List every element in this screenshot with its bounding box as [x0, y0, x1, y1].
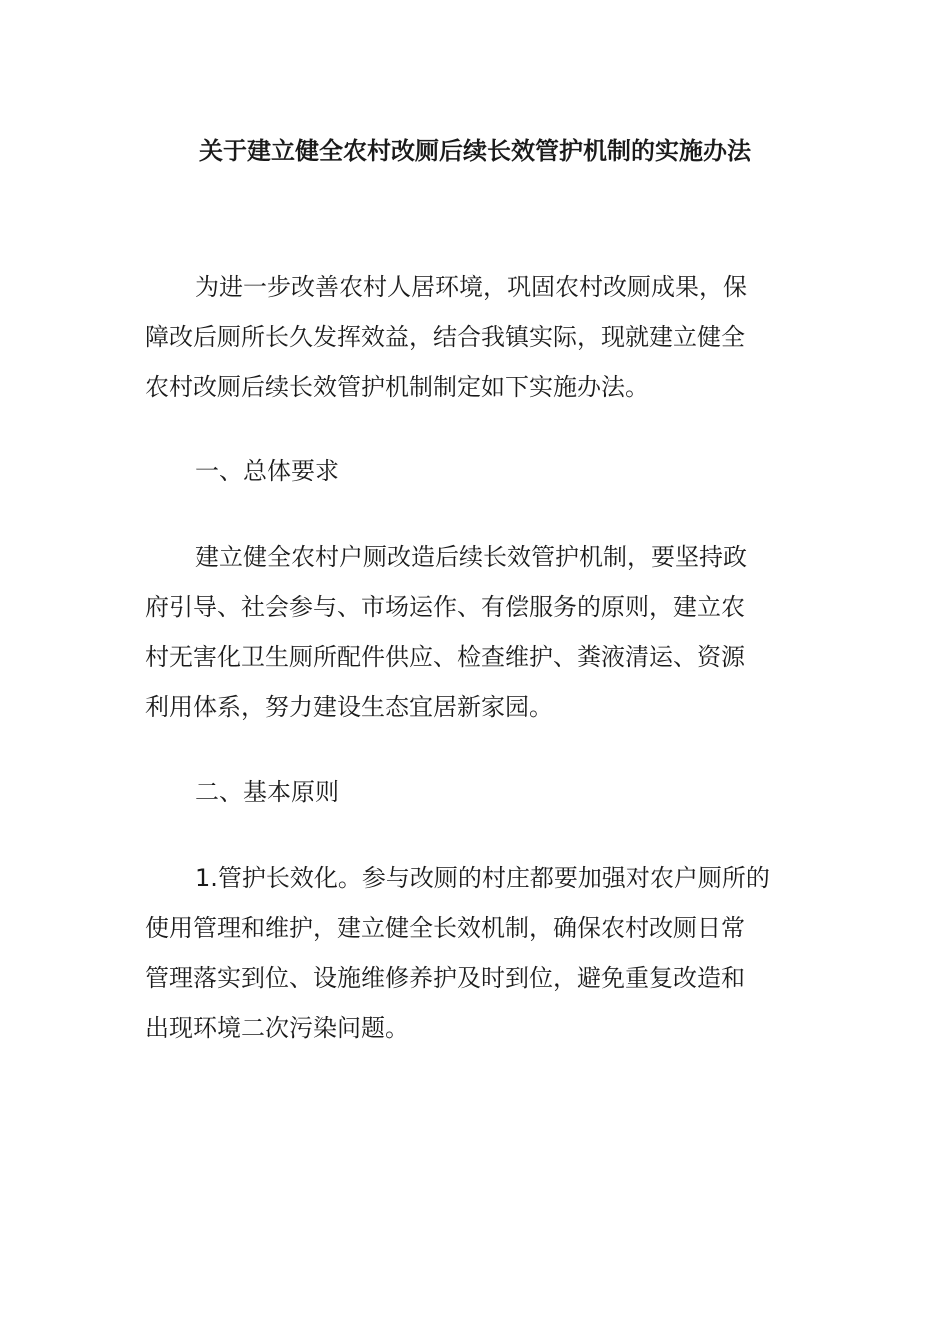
- intro-line-3: 农村改厕后续长效管护机制制定如下实施办法。: [145, 373, 649, 401]
- intro-line-2: 障改后厕所长久发挥效益，结合我镇实际，现就建立健全: [145, 323, 745, 351]
- general-requirements-line-3: 村无害化卫生厕所配件供应、检查维护、粪液清运、资源: [145, 643, 745, 671]
- basic-principles-paragraph: [145, 853, 810, 1053]
- basic-principles-line-2: 使用管理和维护，建立健全长效机制，确保农村改厕日常: [145, 914, 745, 942]
- general-requirements-line-4: 利用体系，努力建设生态宜居新家园。: [145, 693, 553, 721]
- document-title: 关于建立健全农村改厕后续长效管护机制的实施办法: [199, 137, 751, 165]
- basic-principles-line-1: 1.管护长效化。参与改厕的村庄都要加强对农户厕所的: [195, 864, 770, 892]
- intro-paragraph: [145, 262, 810, 412]
- basic-principles-line-4: 出现环境二次污染问题。: [145, 1014, 409, 1042]
- general-requirements-line-2: 府引导、社会参与、市场运作、有偿服务的原则，建立农: [145, 593, 745, 621]
- section-heading-basic-principles: 二、基本原则: [195, 778, 339, 806]
- section-heading-general-requirements: 一、总体要求: [195, 457, 339, 485]
- general-requirements-line-1: 建立健全农村户厕改造后续长效管护机制，要坚持政: [195, 543, 747, 571]
- general-requirements-paragraph: [145, 532, 810, 732]
- basic-principles-line-3: 管理落实到位、设施维修养护及时到位，避免重复改造和: [145, 964, 745, 992]
- intro-line-1: 为进一步改善农村人居环境，巩固农村改厕成果，保: [195, 273, 747, 301]
